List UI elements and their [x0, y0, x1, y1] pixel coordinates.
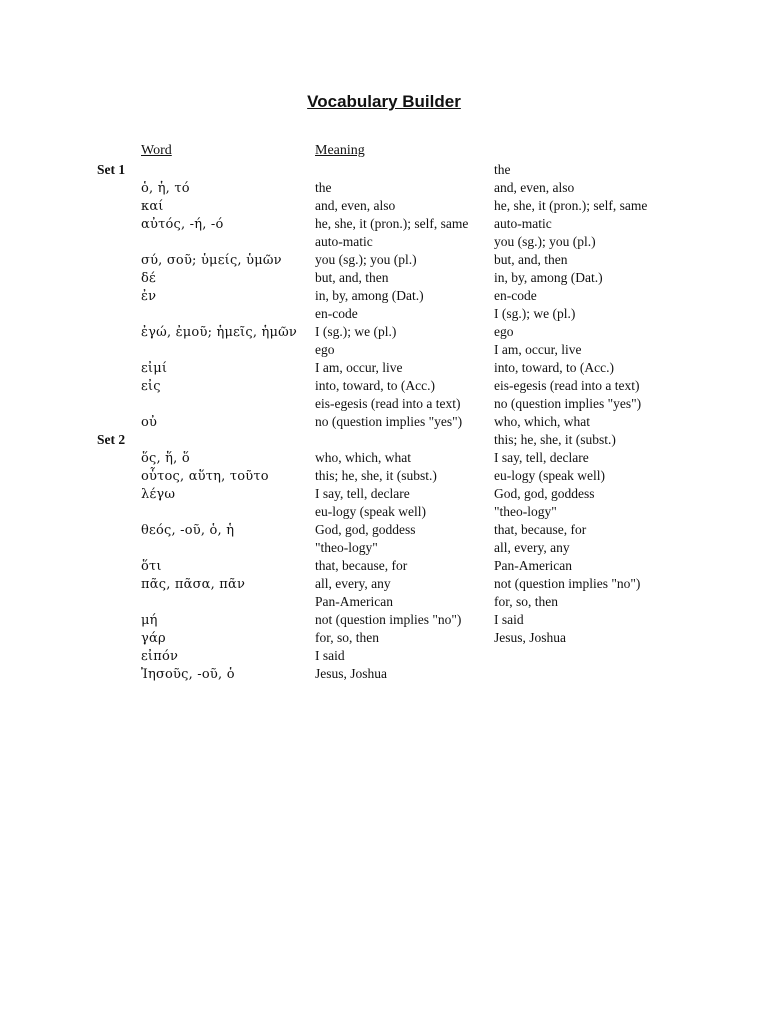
meaning-text-copy: this; he, she, it (subst.): [494, 432, 616, 447]
meaning-text: auto-matic: [315, 234, 373, 249]
meaning-text-copy: no (question implies "yes"): [494, 396, 642, 411]
meaning-text: the: [315, 180, 332, 195]
greek-word: εἰς: [141, 379, 161, 394]
meaning-column-header: Meaning: [315, 143, 365, 158]
meaning-text: I said: [315, 648, 345, 663]
greek-word: ὁ, ἡ, τό: [141, 181, 190, 196]
word-column-header: Word: [141, 143, 172, 158]
greek-word: οὐ: [141, 415, 158, 430]
greek-word: δέ: [141, 271, 156, 286]
meaning-text: and, even, also: [315, 198, 396, 213]
meaning-text: Jesus, Joshua: [315, 666, 388, 681]
meaning-text: ego: [315, 342, 335, 357]
meaning-text-copy: for, so, then: [494, 594, 558, 609]
meaning-text-copy: but, and, then: [494, 252, 568, 267]
greek-word: ὅς, ἥ, ὅ: [141, 451, 190, 466]
greek-word: ἐν: [141, 289, 157, 304]
meaning-text: eu-logy (speak well): [315, 504, 426, 519]
meaning-text-copy: into, toward, to (Acc.): [494, 360, 614, 375]
greek-word: ὅτι: [141, 559, 162, 574]
greek-word: γάρ: [141, 631, 166, 646]
meaning-text: "theo-logy": [315, 540, 378, 555]
meaning-text-copy: Jesus, Joshua: [494, 630, 567, 645]
meaning-text-copy: I said: [494, 612, 524, 627]
meaning-text: this; he, she, it (subst.): [315, 468, 437, 483]
meaning-text: in, by, among (Dat.): [315, 288, 424, 303]
greek-word: μή: [141, 613, 158, 628]
meaning-text: I (sg.); we (pl.): [315, 324, 397, 339]
meaning-text-copy: eu-logy (speak well): [494, 468, 605, 483]
meaning-text-copy: ego: [494, 324, 514, 339]
meaning-text-copy: "theo-logy": [494, 504, 557, 519]
meaning-text-copy: he, she, it (pron.); self, same: [494, 198, 648, 213]
meaning-text: for, so, then: [315, 630, 379, 645]
greek-word: θεός, -οῦ, ὁ, ἡ: [141, 523, 235, 538]
meaning-text: God, god, goddess: [315, 522, 416, 537]
meaning-text: not (question implies "no"): [315, 612, 462, 627]
meaning-text: all, every, any: [315, 576, 391, 591]
meaning-text: who, which, what: [315, 450, 411, 465]
greek-word: Ἰησοῦς, -οῦ, ὁ: [141, 667, 235, 682]
meaning-text-copy: I am, occur, live: [494, 342, 582, 357]
meaning-text: no (question implies "yes"): [315, 414, 463, 429]
meaning-text: but, and, then: [315, 270, 389, 285]
meaning-text-copy: who, which, what: [494, 414, 590, 429]
meaning-text-copy: you (sg.); you (pl.): [494, 234, 596, 249]
meaning-text-copy: in, by, among (Dat.): [494, 270, 603, 285]
meaning-text-copy: the: [494, 162, 511, 177]
greek-word: σύ, σοῦ; ὑμείς, ὑμῶν: [141, 253, 282, 268]
page-title: Vocabulary Builder: [307, 92, 461, 111]
meaning-text: eis-egesis (read into a text): [315, 396, 461, 411]
greek-word: λέγω: [141, 487, 176, 502]
meaning-text-copy: en-code: [494, 288, 537, 303]
meaning-text-copy: that, because, for: [494, 522, 587, 537]
meaning-text-copy: I (sg.); we (pl.): [494, 306, 576, 321]
meaning-text: you (sg.); you (pl.): [315, 252, 417, 267]
greek-word: πᾶς, πᾶσα, πᾶν: [141, 577, 246, 592]
meaning-text: into, toward, to (Acc.): [315, 378, 435, 393]
meaning-text: I am, occur, live: [315, 360, 403, 375]
greek-word: αὐτός, -ή, -ό: [141, 217, 224, 232]
meaning-text: he, she, it (pron.); self, same: [315, 216, 469, 231]
meaning-text-copy: not (question implies "no"): [494, 576, 641, 591]
meaning-text: that, because, for: [315, 558, 408, 573]
meaning-text-copy: I say, tell, declare: [494, 450, 589, 465]
meaning-text: Pan-American: [315, 594, 393, 609]
greek-word: εἰμί: [141, 361, 168, 376]
set-label: Set 2: [97, 432, 126, 447]
meaning-text: en-code: [315, 306, 358, 321]
set-label: Set 1: [97, 162, 126, 177]
greek-word: εἰπόν: [141, 649, 179, 664]
greek-word: ἐγώ, ἐμοῦ; ἡμεῖς, ἡμῶν: [141, 325, 298, 340]
meaning-text-copy: and, even, also: [494, 180, 575, 195]
greek-word: οὗτος, αὕτη, τοῦτο: [141, 469, 269, 484]
meaning-text-copy: eis-egesis (read into a text): [494, 378, 640, 393]
meaning-text-copy: auto-matic: [494, 216, 552, 231]
meaning-text-copy: God, god, goddess: [494, 486, 595, 501]
meaning-text: I say, tell, declare: [315, 486, 410, 501]
meaning-text-copy: Pan-American: [494, 558, 572, 573]
greek-word: καί: [141, 199, 164, 214]
meaning-text-copy: all, every, any: [494, 540, 570, 555]
